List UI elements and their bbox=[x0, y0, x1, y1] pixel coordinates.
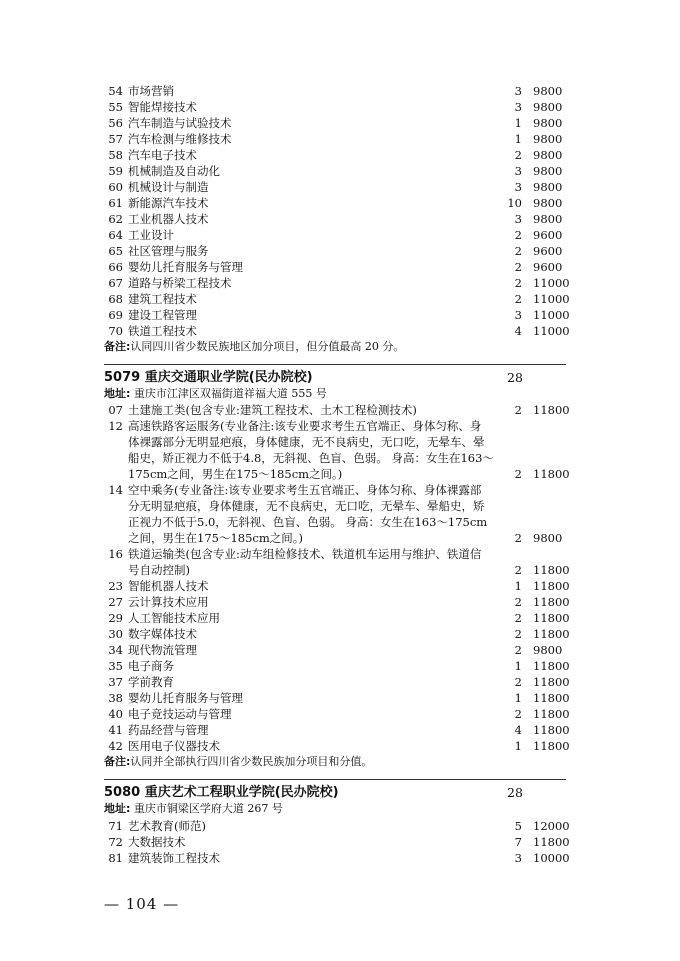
school-divider bbox=[104, 779, 566, 780]
major-name-line: 高速铁路客运服务(专业备注:该专业要求考生五官端正、身体匀称、身 bbox=[128, 419, 482, 433]
major-code: 12 bbox=[108, 419, 123, 433]
major-code: 27 bbox=[108, 595, 123, 609]
major-count: 2 bbox=[514, 595, 522, 609]
note-5079 bbox=[104, 754, 372, 770]
major-row bbox=[0, 706, 680, 722]
major-row bbox=[0, 610, 680, 626]
address-text: 重庆市铜梁区学府大道 267 号 bbox=[133, 802, 283, 815]
major-count: 2 bbox=[514, 611, 522, 625]
major-row bbox=[0, 818, 680, 834]
address-text: 重庆市江津区双福街道祥福大道 555 号 bbox=[133, 387, 327, 400]
major-name-line: 铁道运输类(包含专业:动车组检修技术、铁道机车运用与维护、铁道信 bbox=[128, 547, 482, 561]
major-count: 2 bbox=[514, 260, 522, 274]
major-row bbox=[0, 626, 680, 642]
major-code: 60 bbox=[108, 180, 123, 194]
major-code: 65 bbox=[108, 244, 123, 258]
major-fee: 11800 bbox=[533, 627, 570, 641]
major-name: 社区管理与服务 bbox=[128, 244, 209, 258]
major-row bbox=[0, 83, 680, 99]
major-count: 2 bbox=[514, 276, 522, 290]
major-count: 4 bbox=[514, 723, 522, 737]
major-count: 2 bbox=[514, 643, 522, 657]
major-count: 3 bbox=[514, 84, 522, 98]
major-name: 电子商务 bbox=[128, 659, 174, 673]
major-fee: 11800 bbox=[533, 723, 570, 737]
major-name-line: 175cm之间，男生在175～185cm之间。) bbox=[128, 467, 343, 481]
major-fee: 11800 bbox=[533, 675, 570, 689]
major-row bbox=[0, 243, 680, 259]
major-code: 37 bbox=[108, 675, 123, 689]
major-name-line: 体裸露部分无明显疤痕，身体健康，无不良病史，无口吃，无晕车、晕 bbox=[128, 435, 485, 449]
major-name: 药品经营与管理 bbox=[128, 723, 209, 737]
major-name: 道路与桥梁工程技术 bbox=[128, 276, 232, 290]
major-code: 40 bbox=[108, 707, 123, 721]
major-code: 68 bbox=[108, 292, 123, 306]
major-name: 智能焊接技术 bbox=[128, 100, 197, 114]
school-plan-5079: 28 bbox=[507, 370, 523, 385]
major-name-line: 之间，男生在175～185cm之间。) bbox=[128, 531, 303, 545]
major-count: 3 bbox=[514, 100, 522, 114]
major-fee: 9800 bbox=[533, 212, 563, 226]
major-name-line: 空中乘务(专业备注:该专业要求考生五官端正、身体匀称、身体裸露部 bbox=[128, 483, 482, 497]
major-name: 土建施工类(包含专业:建筑工程技术、土木工程检测技术) bbox=[128, 403, 417, 417]
major-count: 2 bbox=[514, 403, 522, 417]
major-row bbox=[0, 227, 680, 243]
school-header-5080: 5080 重庆艺术工程职业学院(民办院校) bbox=[104, 785, 339, 800]
major-name: 建设工程管理 bbox=[128, 308, 197, 322]
major-code: 81 bbox=[108, 851, 123, 865]
major-name: 医用电子仪器技术 bbox=[128, 739, 220, 753]
major-code: 55 bbox=[108, 100, 123, 114]
major-name: 市场营销 bbox=[128, 84, 174, 98]
major-row bbox=[0, 115, 680, 131]
major-code: 07 bbox=[108, 403, 123, 417]
major-fee: 9800 bbox=[533, 196, 563, 210]
major-code: 56 bbox=[108, 116, 123, 130]
major-row bbox=[0, 131, 680, 147]
major-row bbox=[0, 850, 680, 866]
major-name: 汽车检测与维修技术 bbox=[128, 132, 232, 146]
major-code: 38 bbox=[108, 691, 123, 705]
major-code: 35 bbox=[108, 659, 123, 673]
major-row bbox=[0, 738, 680, 754]
major-row bbox=[0, 642, 680, 658]
major-name: 云计算技术应用 bbox=[128, 595, 209, 609]
major-name-line: 号自动控制) bbox=[128, 563, 190, 577]
major-fee: 11800 bbox=[533, 467, 570, 481]
major-name: 汽车制造与试验技术 bbox=[128, 116, 232, 130]
major-fee: 9800 bbox=[533, 643, 563, 657]
major-row bbox=[0, 211, 680, 227]
major-row bbox=[0, 658, 680, 674]
major-fee: 9600 bbox=[533, 244, 563, 258]
address-label: 地址: bbox=[104, 387, 131, 400]
major-count: 1 bbox=[514, 691, 522, 705]
major-name: 婴幼儿托育服务与管理 bbox=[128, 691, 243, 705]
major-name: 智能机器人技术 bbox=[128, 579, 209, 593]
major-count: 2 bbox=[514, 292, 522, 306]
major-code: 41 bbox=[108, 723, 123, 737]
major-count: 2 bbox=[514, 244, 522, 258]
major-fee: 11800 bbox=[533, 691, 570, 705]
major-code: 29 bbox=[108, 611, 123, 625]
major-code: 66 bbox=[108, 260, 123, 274]
note-prev bbox=[104, 339, 404, 355]
major-name: 艺术教育(师范) bbox=[128, 819, 206, 833]
major-row-values bbox=[0, 466, 680, 482]
major-count: 1 bbox=[514, 579, 522, 593]
major-row bbox=[0, 259, 680, 275]
major-row bbox=[0, 307, 680, 323]
major-fee: 9800 bbox=[533, 116, 563, 130]
major-fee: 11000 bbox=[533, 292, 570, 306]
major-fee: 9600 bbox=[533, 260, 563, 274]
major-count: 1 bbox=[514, 659, 522, 673]
major-name: 大数据技术 bbox=[128, 835, 186, 849]
major-count: 3 bbox=[514, 212, 522, 226]
major-code: 14 bbox=[108, 483, 123, 497]
school-header-5079: 5079 重庆交通职业学院(民办院校) bbox=[104, 370, 313, 385]
major-code: 72 bbox=[108, 835, 123, 849]
major-fee: 12000 bbox=[533, 819, 570, 833]
major-fee: 9800 bbox=[533, 531, 563, 545]
major-code: 58 bbox=[108, 148, 123, 162]
major-count: 1 bbox=[514, 132, 522, 146]
school-address-5079 bbox=[104, 386, 327, 401]
major-row bbox=[0, 402, 680, 418]
major-code: 67 bbox=[108, 276, 123, 290]
major-count: 3 bbox=[514, 308, 522, 322]
major-row bbox=[0, 834, 680, 850]
major-name: 婴幼儿托育服务与管理 bbox=[128, 260, 243, 274]
major-row bbox=[0, 195, 680, 211]
major-row bbox=[0, 578, 680, 594]
major-code: 16 bbox=[108, 547, 123, 561]
major-row bbox=[0, 594, 680, 610]
major-code: 69 bbox=[108, 308, 123, 322]
note-text: 认同并全部执行四川省少数民族加分项目和分值。 bbox=[130, 755, 373, 768]
major-fee: 9800 bbox=[533, 84, 563, 98]
major-code: 23 bbox=[108, 579, 123, 593]
major-name: 工业机器人技术 bbox=[128, 212, 209, 226]
major-count: 2 bbox=[514, 675, 522, 689]
major-row bbox=[0, 163, 680, 179]
major-fee: 11800 bbox=[533, 611, 570, 625]
major-name: 数字媒体技术 bbox=[128, 627, 197, 641]
major-count: 1 bbox=[514, 739, 522, 753]
major-row bbox=[0, 674, 680, 690]
note-label: 备注: bbox=[104, 755, 131, 768]
major-fee: 9800 bbox=[533, 100, 563, 114]
major-code: 57 bbox=[108, 132, 123, 146]
major-count: 2 bbox=[514, 627, 522, 641]
major-name-line: 分无明显疤痕，身体健康，无不良病史，无口吃，无晕车、晕船史，矫 bbox=[128, 499, 485, 513]
major-count: 2 bbox=[514, 563, 522, 577]
major-count: 2 bbox=[514, 531, 522, 545]
major-name: 现代物流管理 bbox=[128, 643, 197, 657]
major-row bbox=[0, 291, 680, 307]
major-row bbox=[0, 722, 680, 738]
major-name: 建筑工程技术 bbox=[128, 292, 197, 306]
major-name: 学前教育 bbox=[128, 675, 174, 689]
major-fee: 11800 bbox=[533, 835, 570, 849]
major-count: 3 bbox=[514, 851, 522, 865]
major-fee: 10000 bbox=[533, 851, 570, 865]
major-fee: 11800 bbox=[533, 707, 570, 721]
major-code: 42 bbox=[108, 739, 123, 753]
major-row bbox=[0, 690, 680, 706]
note-text: 认同四川省少数民族地区加分项目，但分值最高 20 分。 bbox=[130, 340, 405, 353]
major-fee: 9800 bbox=[533, 132, 563, 146]
major-fee: 9600 bbox=[533, 228, 563, 242]
major-name: 汽车电子技术 bbox=[128, 148, 197, 162]
major-fee: 11800 bbox=[533, 579, 570, 593]
major-name: 人工智能技术应用 bbox=[128, 611, 220, 625]
major-name-line: 船史，矫正视力不低于4.8，无斜视、色盲、色弱。 身高：女生在163～ bbox=[128, 451, 494, 465]
major-name: 建筑装饰工程技术 bbox=[128, 851, 220, 865]
major-code: 64 bbox=[108, 228, 123, 242]
major-row bbox=[0, 323, 680, 339]
page-number: — 104 — bbox=[104, 895, 180, 913]
major-fee: 9800 bbox=[533, 180, 563, 194]
major-count: 7 bbox=[514, 835, 522, 849]
major-fee: 11000 bbox=[533, 276, 570, 290]
major-count: 2 bbox=[514, 228, 522, 242]
major-fee: 11000 bbox=[533, 324, 570, 338]
major-code: 71 bbox=[108, 819, 123, 833]
note-label: 备注: bbox=[104, 340, 131, 353]
major-fee: 11800 bbox=[533, 595, 570, 609]
major-fee: 11000 bbox=[533, 308, 570, 322]
major-name: 机械设计与制造 bbox=[128, 180, 209, 194]
major-fee: 9800 bbox=[533, 148, 563, 162]
major-name: 电子竞技运动与管理 bbox=[128, 707, 232, 721]
major-code: 54 bbox=[108, 84, 123, 98]
major-fee: 9800 bbox=[533, 164, 563, 178]
major-count: 2 bbox=[514, 467, 522, 481]
major-fee: 11800 bbox=[533, 403, 570, 417]
major-count: 3 bbox=[514, 180, 522, 194]
major-count: 2 bbox=[514, 148, 522, 162]
major-row-values bbox=[0, 530, 680, 546]
major-fee: 11800 bbox=[533, 659, 570, 673]
major-name: 机械制造及自动化 bbox=[128, 164, 220, 178]
major-name: 工业设计 bbox=[128, 228, 174, 242]
major-code: 30 bbox=[108, 627, 123, 641]
major-count: 10 bbox=[507, 196, 522, 210]
major-row bbox=[0, 179, 680, 195]
major-code: 62 bbox=[108, 212, 123, 226]
major-count: 4 bbox=[514, 324, 522, 338]
major-count: 5 bbox=[514, 819, 522, 833]
major-row bbox=[0, 147, 680, 163]
school-address-5080 bbox=[104, 801, 283, 816]
major-code: 70 bbox=[108, 324, 123, 338]
major-code: 61 bbox=[108, 196, 123, 210]
major-count: 1 bbox=[514, 116, 522, 130]
major-name: 铁道工程技术 bbox=[128, 324, 197, 338]
major-count: 3 bbox=[514, 164, 522, 178]
major-row bbox=[0, 275, 680, 291]
major-code: 59 bbox=[108, 164, 123, 178]
major-count: 2 bbox=[514, 707, 522, 721]
major-name-line: 正视力不低于5.0，无斜视、色盲、色弱。 身高：女生在163～175cm bbox=[128, 515, 488, 529]
major-row-values bbox=[0, 562, 680, 578]
school-divider bbox=[104, 364, 566, 365]
major-fee: 11800 bbox=[533, 563, 570, 577]
address-label: 地址: bbox=[104, 802, 131, 815]
major-name: 新能源汽车技术 bbox=[128, 196, 209, 210]
major-code: 34 bbox=[108, 643, 123, 657]
school-plan-5080: 28 bbox=[507, 785, 523, 800]
major-fee: 11800 bbox=[533, 739, 570, 753]
major-row bbox=[0, 99, 680, 115]
